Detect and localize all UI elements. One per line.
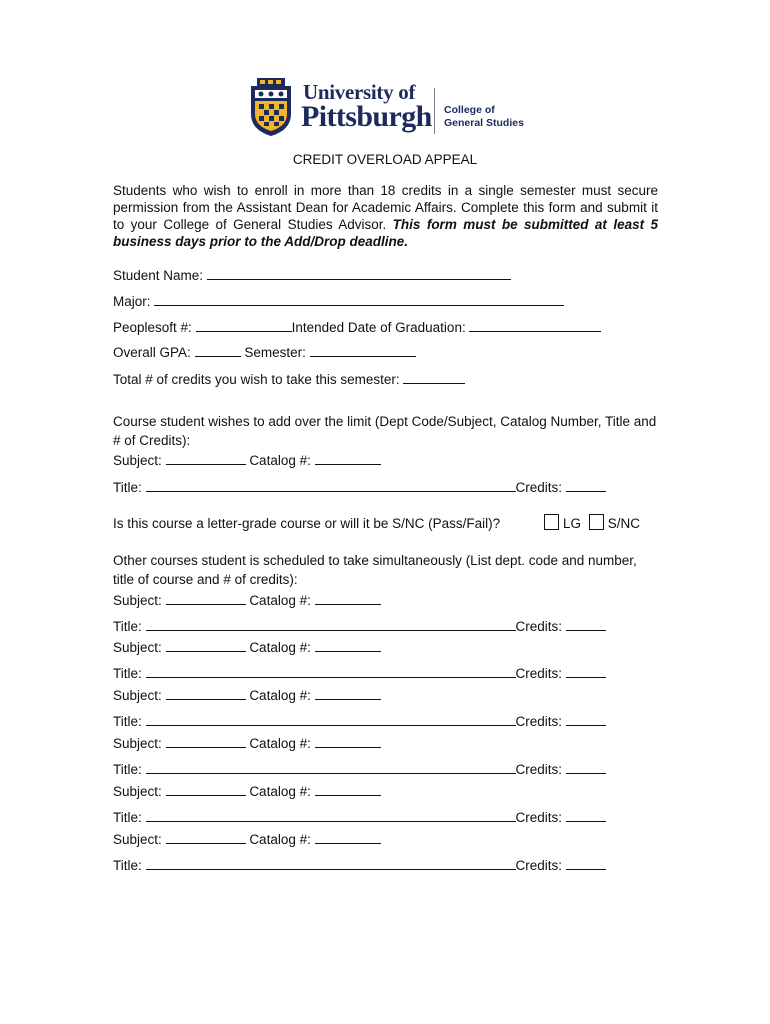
lg-label: LG xyxy=(563,516,582,531)
credits-field[interactable] xyxy=(566,856,606,870)
other-title-row xyxy=(113,712,606,730)
credits-label: Credits: xyxy=(515,762,563,777)
title-field[interactable] xyxy=(146,664,516,678)
college-line2: General Studies xyxy=(444,117,524,129)
credits-label: Credits: xyxy=(515,619,563,634)
course-prompt: Course student wishes to add over the limit (Dept Code/Subject, Catalog Number, Title and # of Credits): xyxy=(113,414,657,448)
subject-field[interactable] xyxy=(166,591,246,605)
major-label: Major: xyxy=(113,294,151,309)
subject-label: Subject: xyxy=(113,832,162,847)
subject-label: Subject: xyxy=(113,453,162,468)
subject-field[interactable] xyxy=(166,451,246,465)
other-subject-row xyxy=(113,686,381,704)
grad-date-field[interactable] xyxy=(469,318,601,332)
grade-question: Is this course a letter-grade course or will it be S/NC (Pass/Fail)? xyxy=(113,516,501,531)
semester-label: Semester: xyxy=(244,345,306,360)
other-subject-row xyxy=(113,830,381,848)
other-subject-row xyxy=(113,782,381,800)
title-label: Title: xyxy=(113,810,142,825)
intro-paragraph xyxy=(113,182,658,250)
credits-label: Credits: xyxy=(515,810,563,825)
logo-line1: University of xyxy=(303,80,416,104)
college-name xyxy=(444,104,524,130)
title-field[interactable] xyxy=(146,760,516,774)
title-field[interactable] xyxy=(146,856,516,870)
credits-label: Credits: xyxy=(515,480,563,495)
subject-label: Subject: xyxy=(113,640,162,655)
intro-text: Students who wish to enroll in more than 18 credits in a single semester must secure permission from the Assistant Dean for Academic Affairs. Complete this form and submit it to your College of General Studies Advisor. xyxy=(113,183,658,232)
catalog-field[interactable] xyxy=(315,591,381,605)
major-row xyxy=(113,292,564,310)
other-title-row xyxy=(113,617,606,635)
title-label: Title: xyxy=(113,619,142,634)
credits-label: Credits: xyxy=(515,858,563,873)
catalog-field[interactable] xyxy=(315,782,381,796)
subject-field[interactable] xyxy=(166,638,246,652)
semester-field[interactable] xyxy=(310,343,416,357)
credits-field[interactable] xyxy=(566,808,606,822)
catalog-field[interactable] xyxy=(315,734,381,748)
catalog-field[interactable] xyxy=(315,451,381,465)
title-field[interactable] xyxy=(146,617,516,631)
catalog-label: Catalog #: xyxy=(249,453,311,468)
other-title-row xyxy=(113,856,606,874)
total-credits-field[interactable] xyxy=(403,370,465,384)
peoplesoft-row xyxy=(113,318,601,336)
catalog-field[interactable] xyxy=(315,638,381,652)
credits-field[interactable] xyxy=(566,760,606,774)
student-name-label: Student Name: xyxy=(113,268,204,283)
title-field[interactable] xyxy=(146,478,516,492)
title-field[interactable] xyxy=(146,808,516,822)
other-title-row xyxy=(113,760,606,778)
catalog-label: Catalog #: xyxy=(249,784,311,799)
other-title-row xyxy=(113,808,606,826)
catalog-label: Catalog #: xyxy=(249,688,311,703)
student-name-row xyxy=(113,266,511,284)
gpa-row xyxy=(113,343,416,361)
title-label: Title: xyxy=(113,666,142,681)
course-subject-row xyxy=(113,451,381,469)
logo-line2: Pittsburgh xyxy=(301,100,432,133)
subject-label: Subject: xyxy=(113,784,162,799)
lg-checkbox[interactable] xyxy=(544,514,559,530)
peoplesoft-label: Peoplesoft #: xyxy=(113,320,192,335)
title-label: Title: xyxy=(113,858,142,873)
title-label: Title: xyxy=(113,714,142,729)
total-credits-row xyxy=(113,370,465,388)
catalog-label: Catalog #: xyxy=(249,640,311,655)
subject-label: Subject: xyxy=(113,736,162,751)
credits-field[interactable] xyxy=(566,617,606,631)
other-title-row xyxy=(113,664,606,682)
student-name-field[interactable] xyxy=(207,266,511,280)
grade-options xyxy=(544,514,640,532)
other-subject-row xyxy=(113,591,381,609)
catalog-label: Catalog #: xyxy=(249,736,311,751)
title-field[interactable] xyxy=(146,712,516,726)
credits-field[interactable] xyxy=(566,664,606,678)
major-field[interactable] xyxy=(154,292,564,306)
subject-field[interactable] xyxy=(166,830,246,844)
other-courses-prompt: Other courses student is scheduled to take simultaneously (List dept. code and number, title of course and # of credits): xyxy=(113,553,637,587)
grad-date-label: Intended Date of Graduation: xyxy=(291,320,466,335)
credits-label: Credits: xyxy=(515,714,563,729)
credits-label: Credits: xyxy=(515,666,563,681)
other-subject-row xyxy=(113,734,381,752)
subject-field[interactable] xyxy=(166,782,246,796)
intro-bold: This form must be submitted at least 5 business days prior to the Add/Drop deadline. xyxy=(113,217,658,249)
catalog-field[interactable] xyxy=(315,830,381,844)
catalog-label: Catalog #: xyxy=(249,593,311,608)
catalog-label: Catalog #: xyxy=(249,832,311,847)
college-line1: College of xyxy=(444,104,495,116)
subject-label: Subject: xyxy=(113,593,162,608)
form-title: CREDIT OVERLOAD APPEAL xyxy=(292,152,478,167)
subject-field[interactable] xyxy=(166,686,246,700)
catalog-field[interactable] xyxy=(315,686,381,700)
total-credits-label: Total # of credits you wish to take this semester: xyxy=(113,372,400,387)
peoplesoft-field[interactable] xyxy=(196,318,292,332)
snc-label: S/NC xyxy=(607,516,641,531)
subject-field[interactable] xyxy=(166,734,246,748)
credits-field[interactable] xyxy=(566,712,606,726)
title-label: Title: xyxy=(113,480,142,495)
gpa-field[interactable] xyxy=(195,343,241,357)
pitt-shield-icon xyxy=(247,76,295,138)
gpa-label: Overall GPA: xyxy=(113,345,191,360)
title-label: Title: xyxy=(113,762,142,777)
university-logo xyxy=(247,74,527,140)
other-subject-row xyxy=(113,638,381,656)
course-title-row xyxy=(113,478,606,496)
credits-field[interactable] xyxy=(566,478,606,492)
logo-divider xyxy=(434,88,435,134)
snc-checkbox[interactable] xyxy=(589,514,604,530)
grade-question-row xyxy=(113,515,500,532)
subject-label: Subject: xyxy=(113,688,162,703)
